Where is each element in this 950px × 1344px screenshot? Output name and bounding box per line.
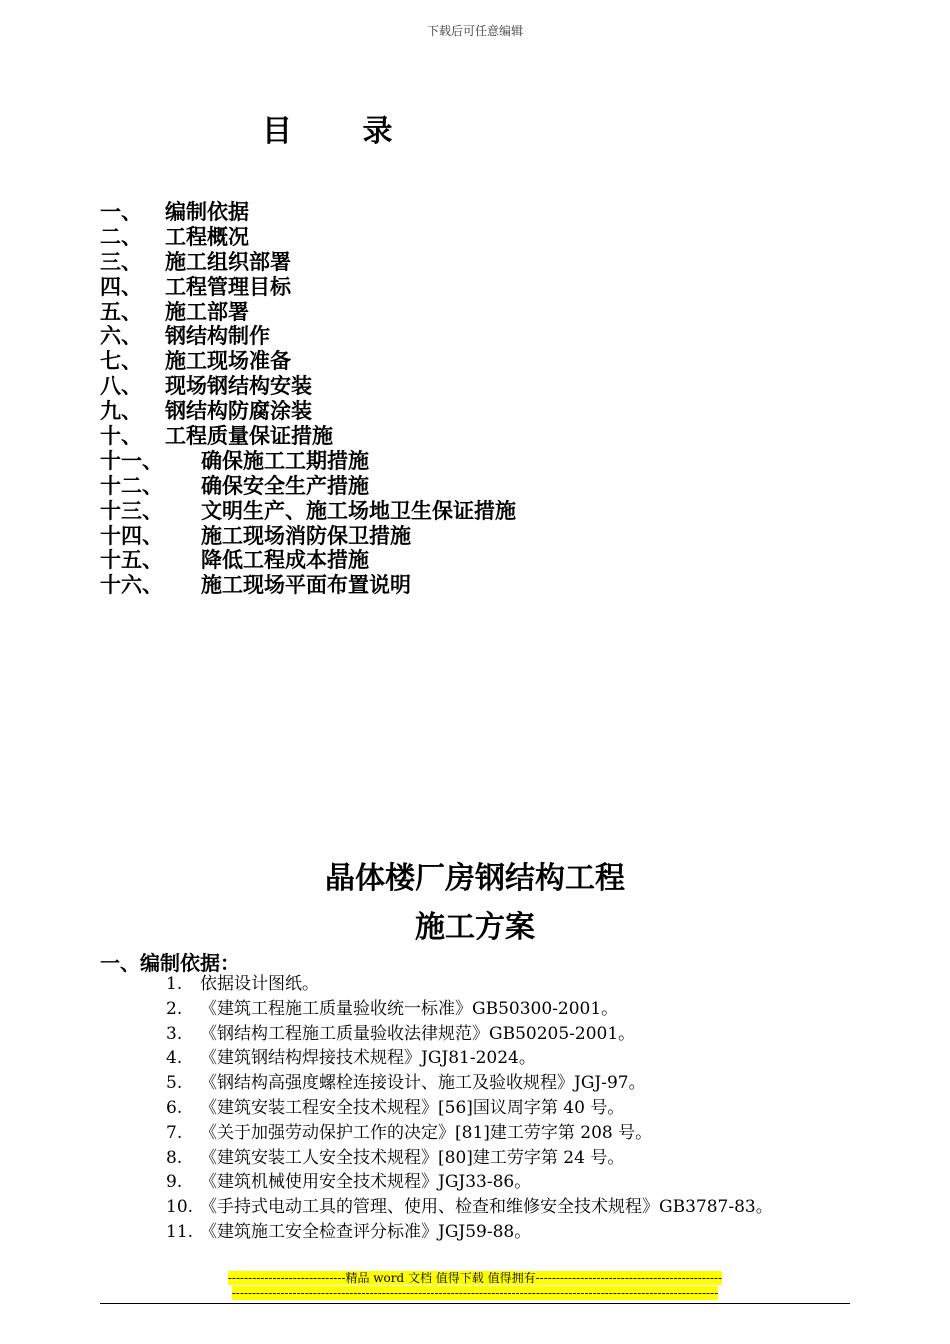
list-item-text: 《建筑工程施工质量验收统一标准》GB50300-2001。 bbox=[200, 998, 619, 1019]
toc-item-text: 降低工程成本措施 bbox=[201, 548, 369, 573]
toc-item bbox=[100, 200, 516, 225]
list-item-number: 2. bbox=[166, 998, 183, 1019]
footer-rule bbox=[100, 1303, 850, 1304]
reference-list bbox=[166, 972, 773, 1245]
toc-item-text: 钢结构防腐涂装 bbox=[165, 399, 312, 424]
toc-item-text: 钢结构制作 bbox=[165, 324, 270, 349]
list-item bbox=[166, 972, 773, 997]
list-item bbox=[166, 1071, 773, 1096]
list-item-text: 《钢结构工程施工质量验收法律规范》GB50205-2001。 bbox=[200, 1023, 636, 1044]
list-item-number: 5. bbox=[166, 1073, 183, 1094]
list-item bbox=[166, 1096, 773, 1121]
toc-item-number: 十六、 bbox=[100, 573, 163, 598]
toc-item-number: 七、 bbox=[100, 349, 142, 374]
toc-item-number: 十、 bbox=[100, 424, 142, 449]
list-item-number: 3. bbox=[166, 1023, 183, 1044]
toc-item-text: 确保安全生产措施 bbox=[201, 473, 369, 498]
document-subtitle: 施工方案 bbox=[415, 910, 535, 945]
footer-highlight-dashes: ------------------------------------------------------------------------------------------------------------------------ bbox=[231, 1286, 719, 1300]
toc-item-text: 施工现场消防保卫措施 bbox=[201, 523, 411, 548]
list-item-text: 《建筑安装工程安全技术规程》[56]国议周字第 40 号。 bbox=[200, 1097, 625, 1118]
footer-line bbox=[0, 1271, 950, 1285]
toc-item-number: 五、 bbox=[100, 299, 142, 324]
list-item-text: 《建筑安装工人安全技术规程》[80]建工劳字第 24 号。 bbox=[200, 1147, 625, 1168]
toc-item-number: 十一、 bbox=[100, 448, 163, 473]
list-item bbox=[166, 1195, 773, 1220]
toc-item-text: 工程概况 bbox=[165, 224, 249, 249]
header-note: 下载后可任意编辑 bbox=[426, 24, 523, 38]
toc-item bbox=[100, 225, 516, 250]
list-item-number: 7. bbox=[166, 1122, 183, 1143]
toc-item-number: 六、 bbox=[100, 324, 142, 349]
toc-item bbox=[100, 548, 516, 573]
toc-item bbox=[100, 499, 516, 524]
footer-line bbox=[0, 1286, 950, 1300]
toc-item-text: 确保施工工期措施 bbox=[201, 448, 369, 473]
list-item-text: 《关于加强劳动保护工作的决定》[81]建工劳字第 208 号。 bbox=[200, 1122, 653, 1143]
toc-item bbox=[100, 349, 516, 374]
list-item-number: 10. bbox=[166, 1197, 194, 1218]
toc-item bbox=[100, 524, 516, 549]
toc-item-number: 二、 bbox=[100, 224, 142, 249]
toc-item bbox=[100, 474, 516, 499]
list-item-text: 《建筑施工安全检查评分标准》JGJ59-88。 bbox=[200, 1221, 532, 1242]
toc-item-text: 施工组织部署 bbox=[165, 249, 291, 274]
document-title: 晶体楼厂房钢结构工程 bbox=[325, 861, 625, 896]
list-item-number: 1. bbox=[166, 974, 183, 994]
toc-item-text: 施工部署 bbox=[165, 299, 249, 324]
list-item bbox=[166, 997, 773, 1022]
list-item bbox=[166, 1220, 773, 1245]
toc-item bbox=[100, 399, 516, 424]
toc-item bbox=[100, 449, 516, 474]
toc-item-number: 三、 bbox=[100, 249, 142, 274]
list-item bbox=[166, 1022, 773, 1047]
toc-item-text: 工程管理目标 bbox=[165, 274, 291, 299]
toc-item bbox=[100, 250, 516, 275]
toc-item-text: 编制依据 bbox=[165, 200, 249, 224]
list-item bbox=[166, 1146, 773, 1171]
toc-item-number: 十三、 bbox=[100, 498, 163, 523]
toc-item bbox=[100, 300, 516, 325]
toc-item-text: 文明生产、施工场地卫生保证措施 bbox=[201, 498, 516, 523]
toc-item bbox=[100, 324, 516, 349]
list-item-number: 4. bbox=[166, 1048, 183, 1069]
toc-item bbox=[100, 573, 516, 598]
toc-item-text: 现场钢结构安装 bbox=[165, 374, 312, 399]
toc-item-text: 施工现场准备 bbox=[165, 349, 291, 374]
toc-item-number: 四、 bbox=[100, 274, 142, 299]
list-item-number: 6. bbox=[166, 1097, 183, 1118]
toc-item bbox=[100, 424, 516, 449]
footer-highlight-text: -----------------------------精品 word 文档 值得下载 值得拥有---------------------------------------------- bbox=[227, 1271, 723, 1285]
toc-item-number: 九、 bbox=[100, 399, 142, 424]
list-item-number: 9. bbox=[166, 1172, 183, 1193]
list-item-number: 11. bbox=[166, 1221, 194, 1242]
toc-title: 目 录 bbox=[262, 114, 423, 149]
list-item bbox=[166, 1121, 773, 1146]
table-of-contents bbox=[100, 200, 516, 598]
toc-item-text: 施工现场平面布置说明 bbox=[201, 573, 411, 598]
toc-item bbox=[100, 374, 516, 399]
toc-item-number: 十四、 bbox=[100, 523, 163, 548]
toc-item-number: 十五、 bbox=[100, 548, 163, 573]
list-item-text: 《钢结构高强度螺栓连接设计、施工及验收规程》JGJ-97。 bbox=[200, 1073, 646, 1094]
list-item-text: 依据设计图纸。 bbox=[200, 974, 319, 994]
toc-item-number: 一、 bbox=[100, 200, 142, 224]
list-item-text: 《手持式电动工具的管理、使用、检查和维修安全技术规程》GB3787-83。 bbox=[200, 1197, 773, 1218]
toc-item-number: 八、 bbox=[100, 374, 142, 399]
toc-item bbox=[100, 275, 516, 300]
list-item bbox=[166, 1046, 773, 1071]
toc-item-text: 工程质量保证措施 bbox=[165, 424, 333, 449]
list-item-number: 8. bbox=[166, 1147, 183, 1168]
section-heading: 一、编制依据： bbox=[100, 951, 240, 975]
list-item-text: 《建筑钢结构焊接技术规程》JGJ81-2024。 bbox=[200, 1048, 536, 1069]
list-item-text: 《建筑机械使用安全技术规程》JGJ33-86。 bbox=[200, 1172, 532, 1193]
toc-item-number: 十二、 bbox=[100, 473, 163, 498]
list-item bbox=[166, 1170, 773, 1195]
